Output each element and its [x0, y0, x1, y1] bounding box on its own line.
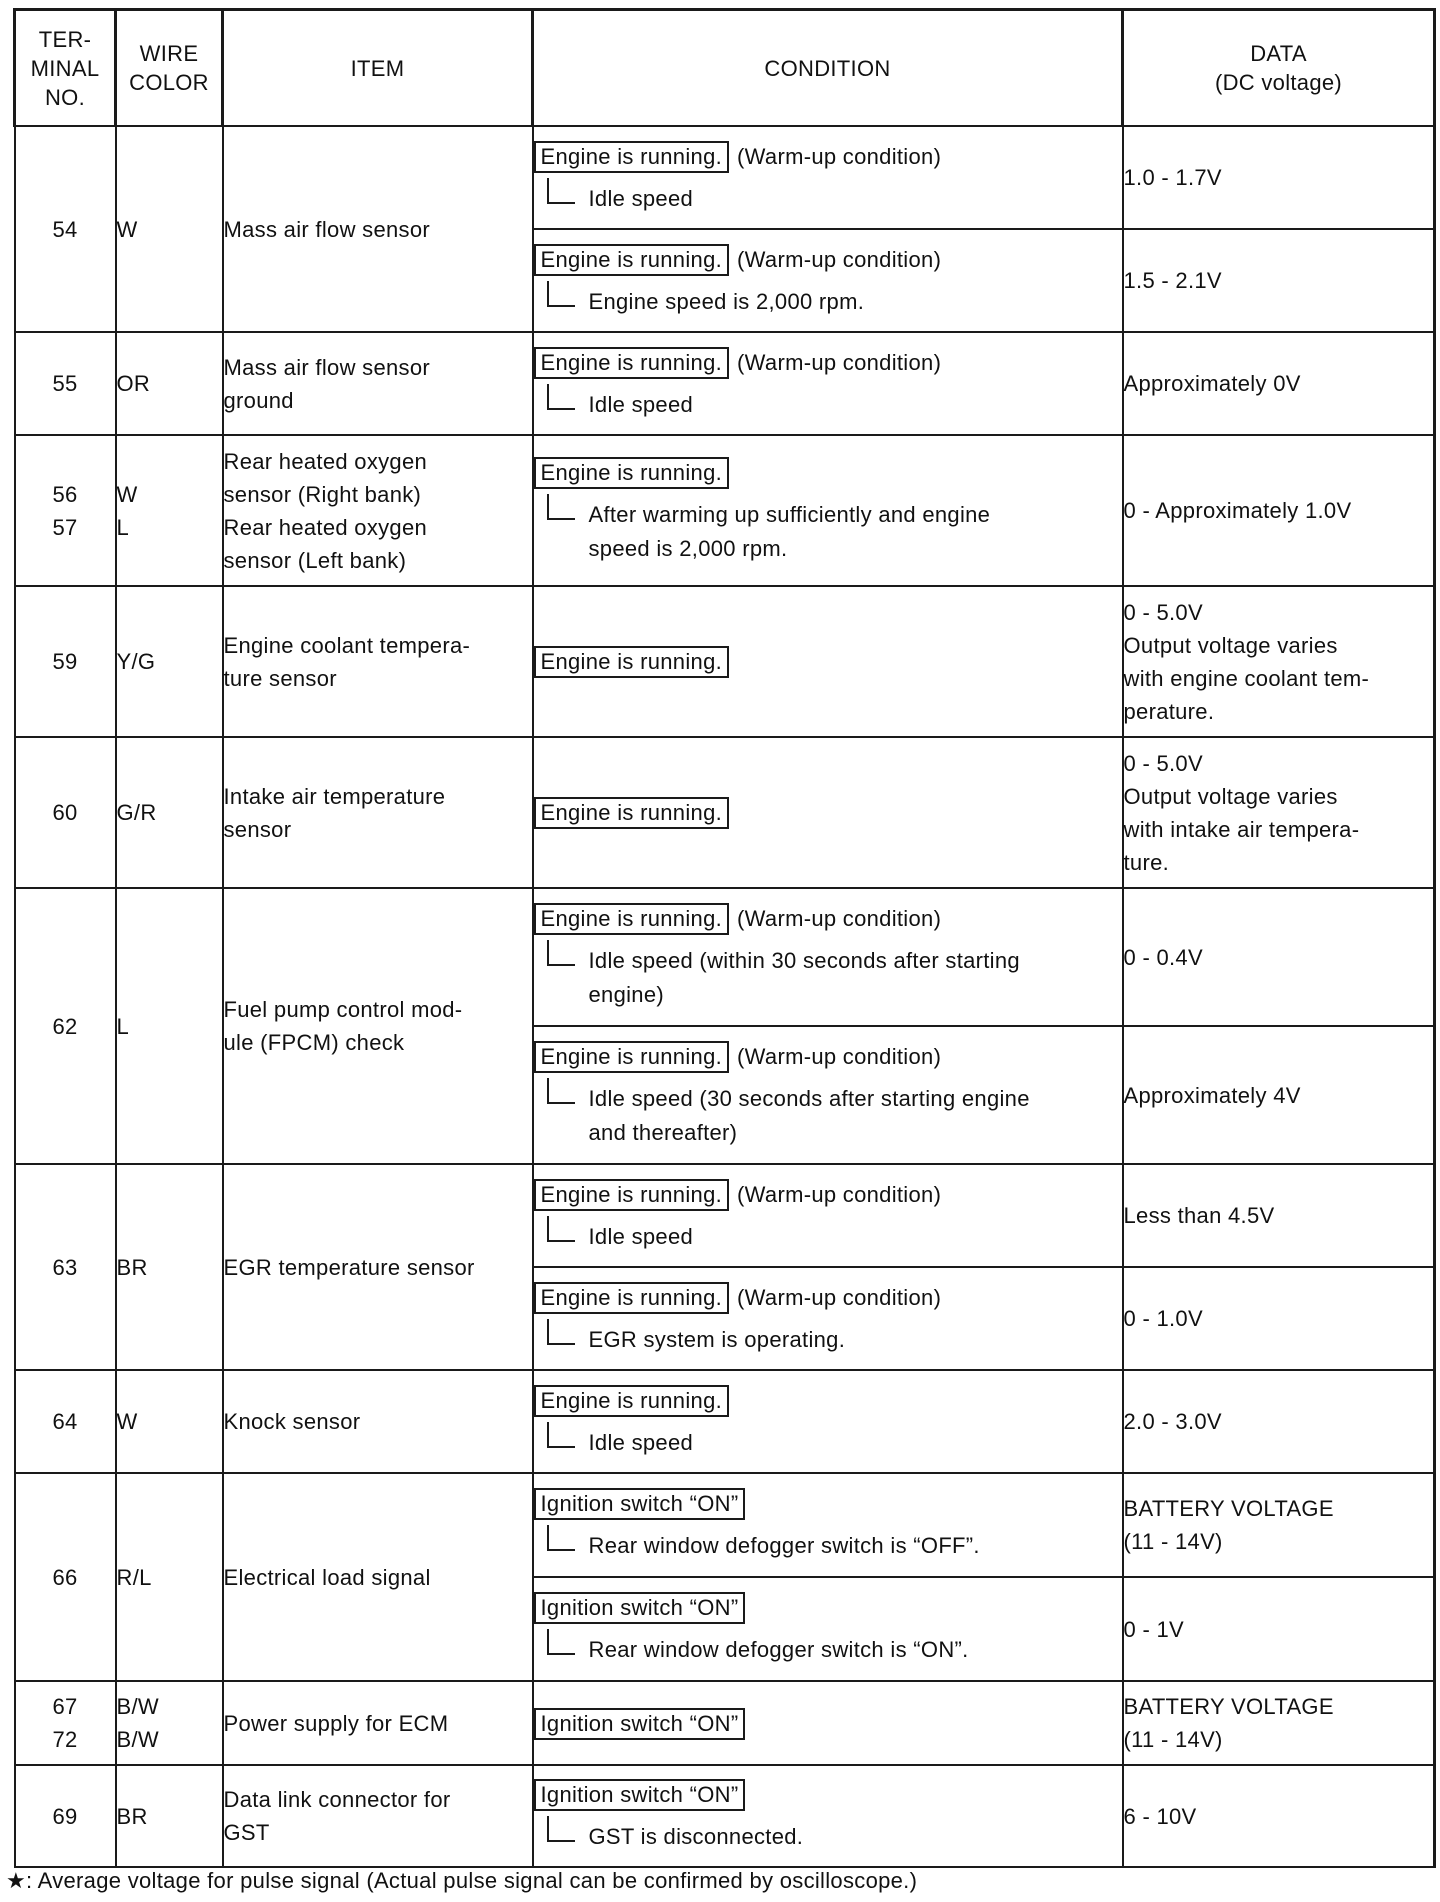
- branch-connector: [547, 384, 575, 410]
- condition-sub: EGR system is operating.: [588, 1326, 846, 1352]
- condition-cell: [533, 737, 1123, 888]
- condition-sub: Rear window defogger switch is “ON”.: [588, 1637, 969, 1662]
- wire-cell: BR: [116, 1164, 223, 1370]
- wire-cell: R/L: [116, 1473, 223, 1681]
- condition-extra: (Warm-up condition): [737, 1044, 942, 1069]
- table-row: [15, 435, 1435, 586]
- branch-connector: [547, 1422, 575, 1448]
- data-cell: 0 - 5.0V Output voltage varies with engine coolant tem- perature.: [1123, 586, 1435, 737]
- data-cell: 0 - Approximately 1.0V: [1123, 435, 1435, 586]
- condition-cell: [533, 586, 1123, 737]
- condition-box: Engine is running.: [534, 1041, 730, 1073]
- condition-box: Ignition switch “ON”: [534, 1592, 746, 1624]
- branch-connector: [547, 178, 575, 204]
- condition-extra: (Warm-up condition): [737, 143, 942, 169]
- item-cell: Fuel pump control mod- ule (FPCM) check: [223, 888, 533, 1164]
- condition-sub: Engine speed is 2,000 rpm.: [588, 288, 865, 314]
- wire-cell: B/W B/W: [116, 1681, 223, 1765]
- wire-cell: W: [116, 1370, 223, 1473]
- condition-box: Ignition switch “ON”: [534, 1708, 746, 1740]
- condition-box: Engine is running.: [534, 347, 730, 379]
- table-row: [15, 1164, 1435, 1267]
- table-row: [15, 332, 1435, 435]
- terminal-cell: 56 57: [15, 435, 116, 586]
- terminal-cell: 63: [15, 1164, 116, 1370]
- condition-cell: [533, 888, 1123, 1026]
- terminal-cell: 69: [15, 1765, 116, 1867]
- data-cell: 0 - 0.4V: [1123, 888, 1435, 1026]
- table-row: [15, 126, 1435, 229]
- condition-box: Engine is running.: [534, 1282, 730, 1314]
- item-cell: Data link connector for GST: [223, 1765, 533, 1867]
- table-row: [15, 1370, 1435, 1473]
- table-row: [15, 1473, 1435, 1577]
- terminal-cell: 55: [15, 332, 116, 435]
- wire-cell: G/R: [116, 737, 223, 888]
- condition-cell: [533, 1026, 1123, 1164]
- wire-cell: L: [116, 888, 223, 1164]
- branch-connector: [547, 1319, 575, 1345]
- wire-cell: W: [116, 126, 223, 332]
- data-cell: 1.0 - 1.7V: [1123, 126, 1435, 229]
- wire-cell: Y/G: [116, 586, 223, 737]
- condition-sub: Rear window defogger switch is “OFF”.: [588, 1533, 980, 1558]
- terminal-cell: 64: [15, 1370, 116, 1473]
- condition-box: Engine is running.: [534, 1385, 730, 1417]
- condition-sub: Idle speed (within 30 seconds after starting engine): [588, 948, 1020, 1007]
- condition-extra: (Warm-up condition): [737, 1181, 942, 1207]
- condition-box: Engine is running.: [534, 646, 730, 678]
- header-terminal-no: TER- MINAL NO.: [15, 10, 116, 127]
- data-cell: 0 - 1V: [1123, 1577, 1435, 1681]
- item-cell: EGR temperature sensor: [223, 1164, 533, 1370]
- condition-extra: (Warm-up condition): [737, 1284, 942, 1310]
- terminal-cell: 67 72: [15, 1681, 116, 1765]
- condition-box: Engine is running.: [534, 141, 730, 173]
- condition-box: Engine is running.: [534, 457, 730, 489]
- condition-cell: [533, 1370, 1123, 1473]
- footnote: ★: Average voltage for pulse signal (Actual pulse signal can be confirmed by oscilloscope.): [6, 1868, 918, 1893]
- item-cell: Power supply for ECM: [223, 1681, 533, 1765]
- data-cell: 6 - 10V: [1123, 1765, 1435, 1867]
- header-condition: CONDITION: [533, 10, 1123, 127]
- wire-cell: OR: [116, 332, 223, 435]
- header-item: ITEM: [223, 10, 533, 127]
- header-row: [15, 10, 1435, 127]
- data-cell: BATTERY VOLTAGE (11 - 14V): [1123, 1473, 1435, 1577]
- condition-cell: [533, 332, 1123, 435]
- condition-sub: Idle speed: [588, 1223, 694, 1249]
- data-cell: 1.5 - 2.1V: [1123, 229, 1435, 332]
- data-cell: Approximately 0V: [1123, 332, 1435, 435]
- item-cell: Knock sensor: [223, 1370, 533, 1473]
- condition-sub: Idle speed: [588, 391, 694, 417]
- branch-connector: [547, 1816, 575, 1842]
- item-cell: Intake air temperature sensor: [223, 737, 533, 888]
- data-cell: BATTERY VOLTAGE (11 - 14V): [1123, 1681, 1435, 1765]
- item-cell: Mass air flow sensor ground: [223, 332, 533, 435]
- condition-sub: Idle speed (30 seconds after starting engine and thereafter): [588, 1086, 1030, 1145]
- condition-extra: (Warm-up condition): [737, 246, 942, 272]
- condition-cell: [533, 1473, 1123, 1577]
- branch-connector: [547, 940, 575, 966]
- table-row: [15, 586, 1435, 737]
- branch-connector: [547, 1525, 575, 1551]
- condition-sub: Idle speed: [588, 1429, 694, 1455]
- item-cell: Electrical load signal: [223, 1473, 533, 1681]
- item-cell: Engine coolant tempera- ture sensor: [223, 586, 533, 737]
- condition-box: Engine is running.: [534, 244, 730, 276]
- item-cell: Rear heated oxygen sensor (Right bank) Rear heated oxygen sensor (Left bank): [223, 435, 533, 586]
- header-data: DATA (DC voltage): [1123, 10, 1435, 127]
- condition-cell: [533, 1577, 1123, 1681]
- condition-box: Engine is running.: [534, 1179, 730, 1211]
- condition-box: Ignition switch “ON”: [534, 1779, 746, 1811]
- condition-cell: [533, 229, 1123, 332]
- condition-cell: [533, 1164, 1123, 1267]
- terminal-cell: 66: [15, 1473, 116, 1681]
- terminal-cell: 54: [15, 126, 116, 332]
- condition-cell: [533, 1765, 1123, 1867]
- condition-cell: [533, 435, 1123, 586]
- condition-cell: [533, 1681, 1123, 1765]
- branch-connector: [547, 494, 575, 520]
- item-cell: Mass air flow sensor: [223, 126, 533, 332]
- branch-connector: [547, 1216, 575, 1242]
- ecm-terminal-table: [13, 8, 1436, 1868]
- condition-extra: (Warm-up condition): [737, 906, 942, 931]
- branch-connector: [547, 1629, 575, 1655]
- condition-box: Ignition switch “ON”: [534, 1488, 746, 1520]
- wire-cell: BR: [116, 1765, 223, 1867]
- branch-connector: [547, 281, 575, 307]
- branch-connector: [547, 1078, 575, 1104]
- table-row: [15, 888, 1435, 1026]
- terminal-cell: 62: [15, 888, 116, 1164]
- condition-sub: GST is disconnected.: [588, 1824, 804, 1849]
- header-wire-color: WIRE COLOR: [116, 10, 223, 127]
- table-row: [15, 1681, 1435, 1765]
- condition-box: Engine is running.: [534, 903, 730, 935]
- wire-cell: W L: [116, 435, 223, 586]
- data-cell: 0 - 5.0V Output voltage varies with intake air tempera- ture.: [1123, 737, 1435, 888]
- condition-sub: After warming up sufficiently and engine speed is 2,000 rpm.: [588, 501, 991, 561]
- condition-box: Engine is running.: [534, 797, 730, 829]
- condition-sub: Idle speed: [588, 185, 694, 211]
- data-cell: Less than 4.5V: [1123, 1164, 1435, 1267]
- condition-cell: [533, 1267, 1123, 1370]
- data-cell: 0 - 1.0V: [1123, 1267, 1435, 1370]
- data-cell: Approximately 4V: [1123, 1026, 1435, 1164]
- data-cell: 2.0 - 3.0V: [1123, 1370, 1435, 1473]
- condition-extra: (Warm-up condition): [737, 349, 942, 375]
- condition-cell: [533, 126, 1123, 229]
- table-row: [15, 737, 1435, 888]
- terminal-cell: 60: [15, 737, 116, 888]
- ecm-terminal-table-sheet: [13, 8, 1433, 1868]
- table-row: [15, 1765, 1435, 1867]
- terminal-cell: 59: [15, 586, 116, 737]
